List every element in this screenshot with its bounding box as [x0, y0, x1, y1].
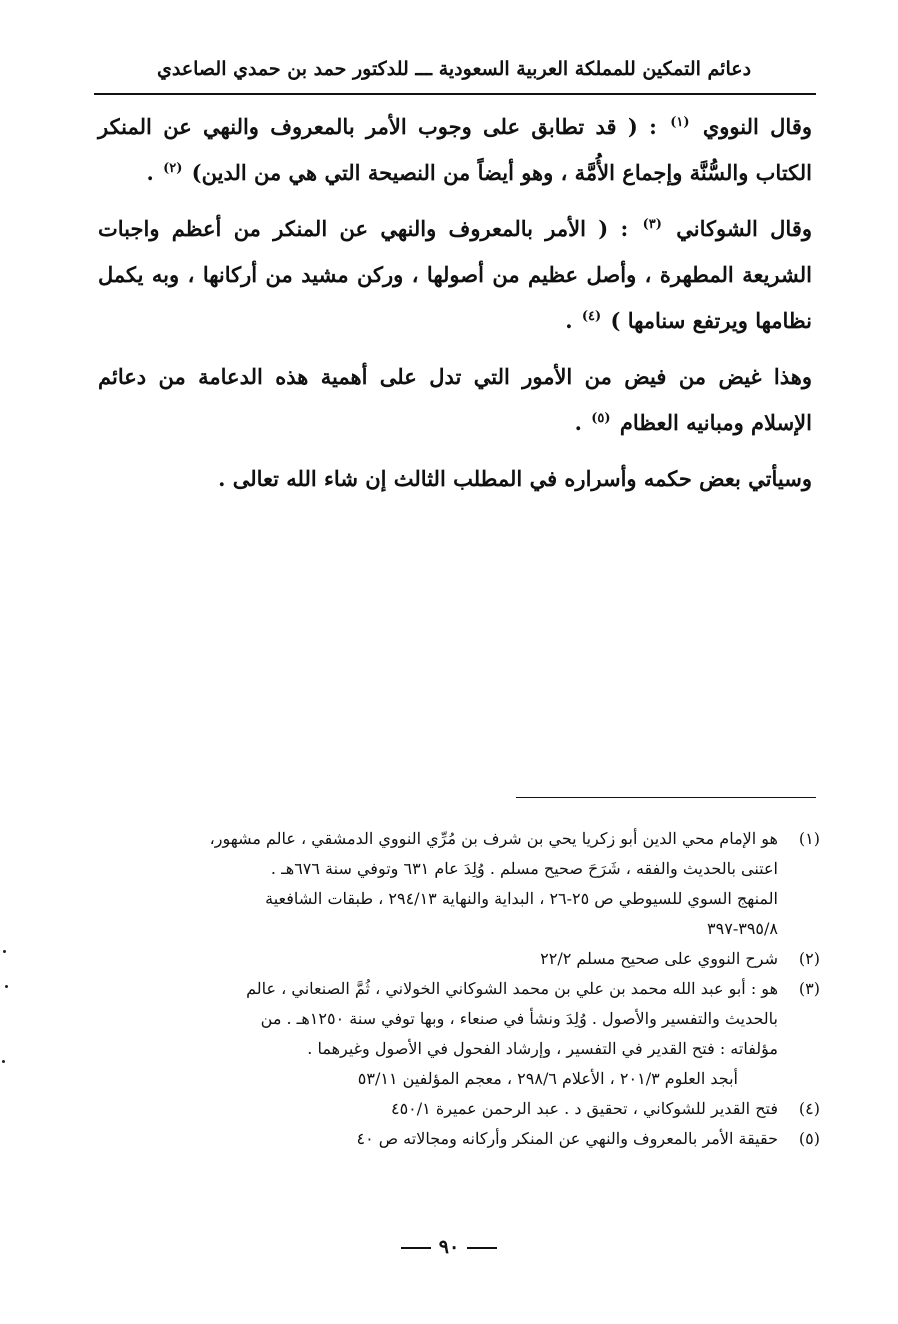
footnote-line: فتح القدير للشوكاني ، تحقيق د . عبد الرحمن عميرة ٤٥٠/١ [390, 1099, 778, 1118]
paragraph-text: وقال النووي [702, 114, 812, 139]
footnote-line: المنهج السوي للسيوطي ص ٢٥-٢٦ ، البداية والنهاية ٢٩٤/١٣ ، طبقات الشافعية [265, 889, 778, 908]
paragraph-shawkani [98, 206, 812, 344]
footnote-ref[interactable]: (٢) [163, 161, 183, 176]
footnote-line: ٣٩٥/٨-٣٩٧ [707, 919, 778, 938]
footnote-number: (٥) [798, 1129, 820, 1148]
paragraph-text: : ( قد تطابق على وجوب الأمر بالمعروف والنهي عن المنكر الكتاب والسُّنَّة وإجماع الأُمَّة ، وهو أيضاً من النصيحة التي هي من الدين) [98, 114, 812, 185]
footnote-item [104, 824, 820, 944]
footnote-ref[interactable]: (١) [670, 115, 690, 130]
page-number-dash [401, 1247, 431, 1249]
scan-speck [5, 985, 8, 988]
footnote-text [104, 1124, 778, 1154]
footnote-item [104, 1124, 820, 1154]
footnote-number: (٣) [798, 979, 820, 998]
footnote-text [104, 1094, 778, 1124]
page-number-value: ٩٠ [438, 1236, 460, 1258]
page-number-dash [467, 1247, 497, 1249]
footnote-line: هو الإمام محي الدين أبو زكريا يحي بن شرف بن مُرِّي النووي الدمشقي ، عالم مشهور، [209, 829, 778, 848]
footnote-item [104, 1094, 820, 1124]
footnote-ref[interactable]: (٥) [591, 411, 611, 426]
footnote-line: هو : أبو عبد الله محمد بن علي بن محمد الشوكاني الخولاني ، ثُمَّ الصنعاني ، عالم [246, 979, 778, 998]
footnote-number: (١) [798, 829, 820, 848]
footnote-line: شرح النووي على صحيح مسلم ٢٢/٢ [540, 949, 778, 968]
footnotes-list [104, 824, 820, 1154]
scan-speck [3, 950, 6, 953]
footnote-text [104, 974, 778, 1094]
footnote-ref[interactable]: (٤) [581, 309, 602, 324]
footnote-text [104, 944, 778, 974]
footnote-item [104, 974, 820, 1094]
footnote-line: بالحديث والتفسير والأصول . وُلِدَ ونشأ في صنعاء ، وبها توفي سنة ١٢٥٠هـ . من [260, 1009, 778, 1028]
header-rule [94, 93, 816, 95]
paragraph-end: . [146, 160, 154, 185]
main-text [98, 104, 812, 512]
page-number [0, 1236, 898, 1258]
footnote-number: (٤) [798, 1099, 820, 1118]
paragraph-nawawi [98, 104, 812, 196]
footnote-line: حقيقة الأمر بالمعروف والنهي عن المنكر وأركانه ومجالاته ص ٤٠ [356, 1129, 778, 1148]
paragraph-end: . [574, 410, 582, 435]
paragraph-text: وقال الشوكاني [676, 216, 813, 241]
footnote-item [104, 944, 820, 974]
footnote-line: مؤلفاته : فتح القدير في التفسير ، وإرشاد الفحول في الأصول وغيرهما . [307, 1039, 778, 1058]
footnote-number: (٢) [798, 949, 820, 968]
footnote-line: اعتنى بالحديث والفقه ، شَرَحَ صحيح مسلم . وُلِدَ عام ٦٣١ وتوفي سنة ٦٧٦هـ . [270, 859, 778, 878]
footnote-ref[interactable]: (٣) [642, 217, 662, 232]
paragraph-closing: وسيأتي بعض حكمه وأسراره في المطلب الثالث إن شاء الله تعالى . [218, 466, 812, 491]
footnote-sources: أبجد العلوم ٢٠١/٣ ، الأعلام ٢٩٨/٦ ، معجم المؤلفين ٥٣/١١ [357, 1069, 738, 1088]
paragraph-importance [98, 354, 812, 446]
running-header: دعائم التمكين للمملكة العربية السعودية ـــ للدكتور حمد بن حمدي الصاعدي [156, 58, 752, 80]
paragraph-text: : ( الأمر بالمعروف والنهي عن المنكر من أعظم واجبات الشريعة المطهرة ، وأصل عظيم من أصولها ، وركن مشيد من أركانها ، وبه يكمل نظامها ويرتفع سنامها ) [98, 216, 812, 333]
footnote-text [104, 824, 778, 944]
scan-speck [2, 1060, 5, 1063]
paragraph-text: وهذا غيض من فيض من الأمور التي تدل على أهمية هذه الدعامة من دعائم الإسلام ومبانيه العظام [98, 364, 812, 435]
paragraph-end: . [565, 308, 573, 333]
footnote-separator [516, 797, 816, 798]
